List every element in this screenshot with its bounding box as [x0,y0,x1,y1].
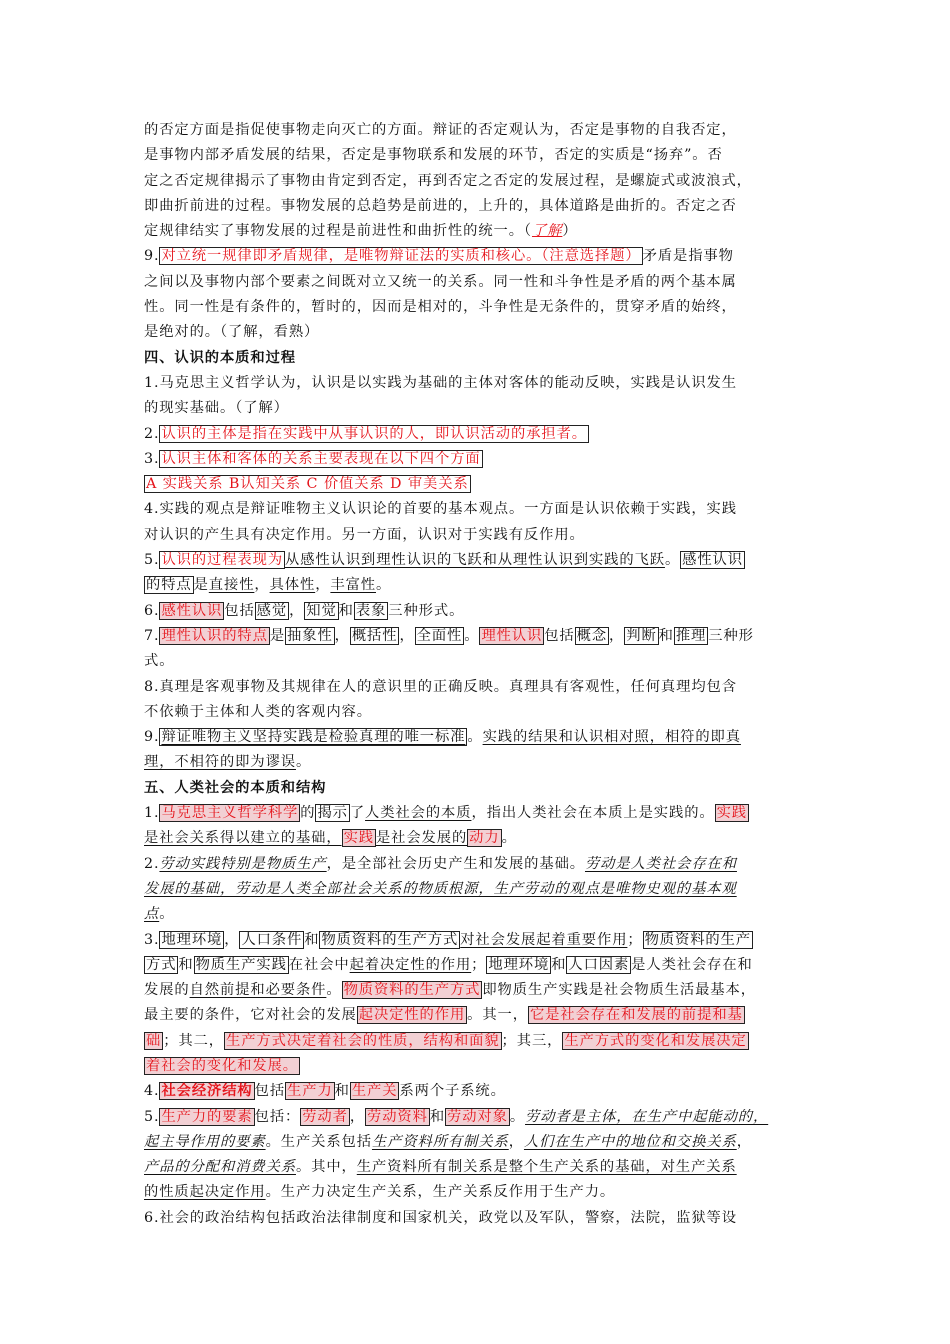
key-point: 认识主体和客体的关系主要表现在以下四个方面 [161,450,481,467]
text-line: 2. 认识的主体是指在实践中从事认识的人，即认识活动的承担者。 [144,425,587,442]
text-line: 起主导作用的要素。生产关系包括生产资料所有制关系，人们在生产中的地位和交换关系， [144,1133,752,1150]
text-line: 6. 感性认识 包括 感觉 ， 知觉 和 表象 三种形式。 [144,602,465,619]
text-line: 础 ；其二， 生产方式决定着社会的性质，结构和面貌 ；其三， 生产方式的变化和发展决定 [146,1032,747,1049]
key-point: 认识的主体是指在实践中从事认识的人，即认识活动的承担者。 [161,425,587,442]
boxed-term: 辩证唯物主义坚持实践是检验真理的唯一标准 [161,729,466,746]
text-line: 5. 生产力的要素 包括： 劳动者 ， 劳动资料 和 劳动对象 。劳动者是主体，在生产中起能动的， [144,1108,769,1125]
text-line: 4. 社会经济结构 包括 生产力 和 生产关 系两个子系统。 [144,1083,506,1100]
text-line: 即曲折前进的过程。事物发展的总趋势是前进的，上升的，具体道路是曲折的。否定之否 [144,197,737,214]
text-line: 的否定方面是指促使事物走向灭亡的方面。辩证的否定观认为，否定是事物的自我否定， [144,122,737,138]
text-line: 发展的自然前提和必要条件。 物质资料的生产方式 即物质生产实践是社会物质生活最基本， [144,982,756,999]
text-line [144,472,808,497]
text-line: 7. 理性认识的特点 是 抽象性 ， 概括性 ， 全面性 。 理性认识 包括 概念 ， 判断 和 推理 三种形 [144,627,754,644]
key-point: 对立统一规律即矛盾规律，是唯物辩证法的实质和核心。（注意选择题） [161,248,641,265]
text-line: 的特点 是直接性，具体性，丰富性。 [146,577,392,594]
key-point: 认识的过程表现为 [161,552,284,569]
text-line: 不依赖于主体和人类的客观内容。 [144,703,372,720]
text-line: 是事物内部矛盾发展的结果，否定是事物联系和发展的环节，否定的实质是“扬弃”。否 [144,147,723,164]
text-line: 点。 [144,906,175,923]
text-line: 2.劳动实践特别是物质生产，是全部社会历史产生和发展的基础。劳动是人类社会存在和 [144,855,737,872]
boxed-term: 的特点 [146,577,192,594]
note-understand: 了解 [531,223,563,240]
text-line: 4.实践的观点是辩证唯物主义认识论的首要的基本观点。一方面是认识依赖于实践，实践 [144,501,737,518]
text-line: 定规律结实了事物发展的过程是前进性和曲折性的统一。（了解） [144,223,578,240]
text-line: 着社会的变化和发展。 [146,1057,298,1074]
text-line: 是社会关系得以建立的基础， 实践 是社会发展的 动力 。 [144,830,517,847]
text-line: 理，不相符的即为谬误。 [144,754,312,771]
text-line: 性。同一性是有条件的，暂时的，因而是相对的，斗争性是无条件的，贯穿矛盾的始终， [144,299,737,316]
text-line: 是绝对的。（了解，看熟） [144,324,320,341]
text-line: 1.马克思主义哲学认为，认识是以实践为基础的主体对客体的能动反映，实践是认识发生 [144,374,737,391]
section-heading: 五、人类社会的本质和结构 [144,779,327,796]
key-term: 感性认识 [161,602,223,619]
text-line: 对认识的产生具有决定作用。另一方面，认识对于实践有反作用。 [144,526,585,543]
text-line: 之间以及事物内部个要素之间既对立又统一的关系。同一性和斗争性是矛盾的两个基本属 [144,273,737,290]
document-page [144,118,808,1231]
text-line: 发展的基础，劳动是人类全部社会关系的物质根源，生产劳动的观点是唯物史观的基本观 [144,880,737,897]
key-point: A 实践关系 B认知关系 C 价值关系 D 审美关系 [146,476,469,493]
text-line: 3. 认识主体和客体的关系主要表现在以下四个方面 [144,450,481,467]
text-line: 1. 马克思主义哲学科学 的 揭示 了人类社会的本质，指出人类社会在本质上是实践的。 实践 [144,805,747,822]
text-line: 式。 [144,653,175,670]
boxed-term: 感性认识 [682,552,743,569]
text-line: 最主要的条件，它对社会的发展 起决定性的作用 。其一， 它是社会存在和发展的前提和基 [144,1007,743,1024]
text-line: 9. 对立统一规律即矛盾规律，是唯物辩证法的实质和核心。（注意选择题） 矛盾是指事物 [144,248,734,265]
section-heading: 四、认识的本质和过程 [144,349,296,366]
text-line: 5. 认识的过程表现为 从感性认识到理性认识的飞跃和从理性认识到实践的飞跃。 感性认识 [144,552,743,569]
text-line: 定之否定规律揭示了事物由肯定到否定，再到否定之否定的发展过程，是螺旋式或波浪式， [144,172,752,189]
text-line: 6.社会的政治结构包括政治法律制度和国家机关，政党以及军队，警察，法院，监狱等设 [144,1209,737,1226]
key-term: 理性认识的特点 [161,627,268,644]
text-line: 方式 和 物质生产实践 在社会中起着决定性的作用； 地理环境 和 人口因素 是人类社会存在和 [146,956,753,973]
text-line: 8.真理是客观事物及其规律在人的意识里的正确反映。真理具有客观性，任何真理均包含 [144,678,737,695]
text-line: 3. 地理环境 ， 人口条件 和 物质资料的生产方式 对社会发展起着重要作用； 物质资料的生产 [144,931,751,948]
text-line: 的现实基础。（了解） [144,400,289,417]
text-line: 9. 辩证唯物主义坚持实践是检验真理的唯一标准 。实践的结果和认识相对照，相符的即真 [144,729,741,746]
text-line: 产品的分配和消费关系。其中，生产资料所有制关系是整个生产关系的基础，对生产关系 [144,1159,737,1176]
text-line: 的性质起决定作用。生产力决定生产关系，生产关系反作用于生产力。 [144,1184,616,1201]
